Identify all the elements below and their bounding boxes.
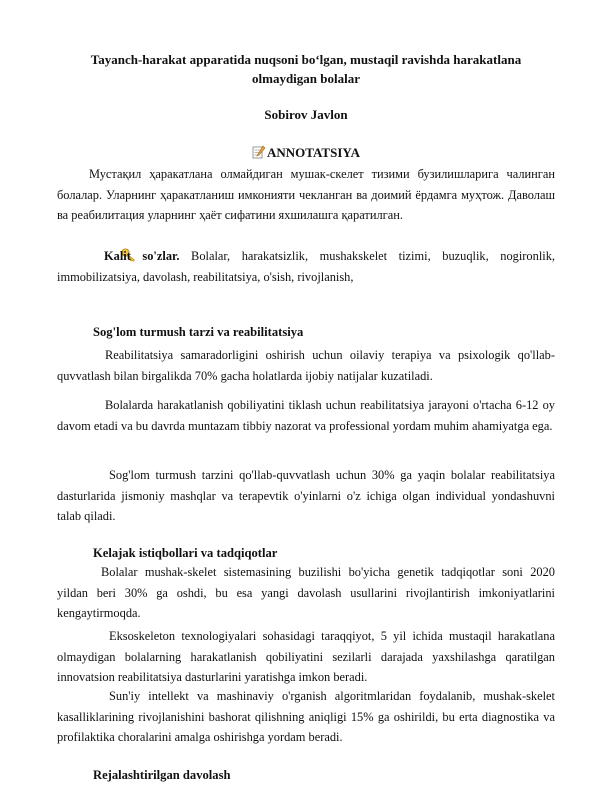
section-heading-healthy-lifestyle: Sog'lom turmush tarzi va reabilitatsiya [93, 325, 304, 339]
author-name: Sobirov Javlon [264, 107, 348, 122]
annotation-heading [57, 145, 555, 161]
paper-title-line-2: olmaydigan bolalar [252, 71, 360, 86]
section-heading-future-research: Kelajak istiqbollari va tadqiqotlar [93, 546, 278, 560]
section-2-paragraph-2: Eksoskeleton texnologiyalari sohasidagi taraqqiyot, 5 yil ichida mustaqil harakatlana olmaydigan bolalarning harakatlanish qobiliyatini sezilarli darajada yaxshilashga qaratilgan innovatsion reabilitatsiya dasturlarini yaratishga imkon beradi. [57, 629, 555, 684]
section-heading-planned-treatment: Rejalashtirilgan davolash [93, 768, 231, 782]
keywords-text: Bolalar, harakatsizlik, mushakskelet tizimi, buzuqlik, nogironlik, immobilizatsiya, davolash, reabilitatsiya, o'sish, rivojlanish, [57, 249, 556, 284]
paper-title-line-1: Tayanch-harakat apparatida nuqsoni bo‘lgan, mustaqil ravishda harakatlana [90, 52, 522, 67]
keywords-paragraph [57, 246, 555, 287]
section-1-paragraph-3: Sog'lom turmush tarzini qo'llab-quvvatlash uchun 30% ga yaqin bolalar reabilitatsiya dasturlarida jismoniy mashqlar va terapevtik o'yinlarni o'z ichiga olgan individual yondashuvni talab qiladi. [57, 468, 555, 523]
section-2-paragraph-1: Bolalar mushak-skelet sistemasining buzilishi bo'yicha genetik tadqiqotlar soni 2020 yildan beri 30% ga oshdi, bu esa yangi davolash usullarini rivojlantirish imkoniyatlarini kengaytirmoqda. [57, 565, 555, 620]
section-1-paragraph-2: Bolalarda harakatlanish qobiliyatini tiklash uchun reabilitatsiya jarayoni o'rtacha 6-12 oy davom etadi va bu davrda muntazam tibbiy nazorat va professional yordam muhim ahamiyatga ega. [57, 398, 555, 433]
keywords-label: Kalit so'zlar. [104, 249, 180, 263]
memo-pencil-icon [252, 145, 266, 159]
paper-title [57, 50, 555, 88]
section-1-paragraph-1: Reabilitatsiya samaradorligini oshirish uchun oilaviy terapiya va psixologik qo'llab-quvvatlash bilan birgalikda 70% gacha holatlarda ijobiy natijalar kuzatiladi. [57, 348, 555, 383]
key-icon [89, 248, 104, 262]
section-2-paragraph-3: Sun'iy intellekt va mashinaviy o'rganish algoritmlaridan foydalanib, mushak-skelet kasalliklarining rivojlanishini bashorat qilishning aniqligi 15% ga oshirildi, bu erta diagnostika va profilaktika choralarini amalga oshirishga yordam beradi. [57, 689, 555, 744]
annotation-text: Мустақил ҳаракатлана олмайдиган мушак-скелет тизими бузилишларига чалинган болалар. Уларнинг ҳаракатланиш имконияти чекланган ва доимий ёрдамга муҳтож. Даволаш ва реабилитация уларнинг ҳаёт сифатини яхшилашга қаратилган. [57, 167, 555, 222]
annotation-heading-text: ANNOTATSIYA [267, 145, 360, 160]
